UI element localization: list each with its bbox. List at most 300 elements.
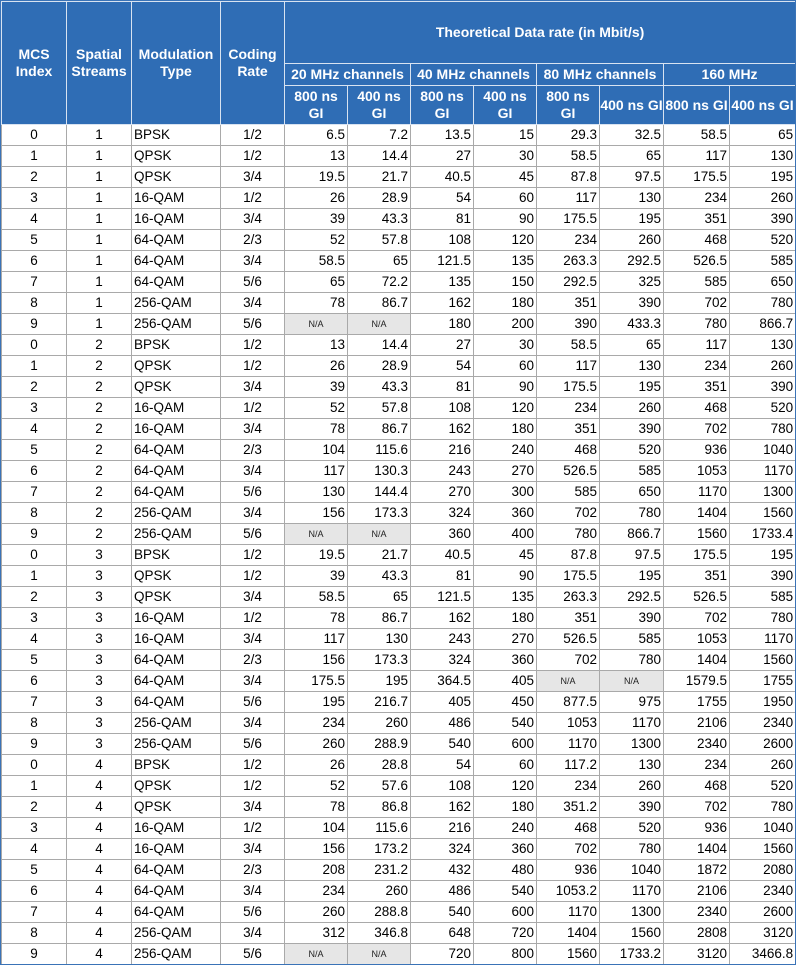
cell-40mhz-400ns: 405 bbox=[474, 671, 537, 692]
cell-mcs-index: 4 bbox=[2, 209, 67, 230]
cell-modulation-type: 16-QAM bbox=[132, 629, 221, 650]
cell-40mhz-400ns: 90 bbox=[474, 209, 537, 230]
cell-80mhz-800ns: 58.5 bbox=[537, 146, 600, 167]
cell-mcs-index: 7 bbox=[2, 272, 67, 293]
cell-40mhz-800ns: 486 bbox=[411, 713, 474, 734]
table-row bbox=[2, 356, 796, 377]
cell-80mhz-400ns: 433.3 bbox=[600, 314, 664, 335]
cell-modulation-type: 16-QAM bbox=[132, 818, 221, 839]
cell-160mhz-400ns: 1560 bbox=[730, 503, 796, 524]
cell-20mhz-400ns: 57.8 bbox=[348, 230, 411, 251]
cell-20mhz-800ns: 78 bbox=[285, 797, 348, 818]
cell-spatial-streams: 3 bbox=[67, 671, 132, 692]
cell-160mhz-400ns: 390 bbox=[730, 209, 796, 230]
cell-40mhz-400ns: 135 bbox=[474, 251, 537, 272]
cell-80mhz-800ns: 1404 bbox=[537, 923, 600, 944]
cell-80mhz-400ns: 1300 bbox=[600, 902, 664, 923]
cell-160mhz-800ns: 468 bbox=[664, 230, 730, 251]
cell-160mhz-800ns: 1404 bbox=[664, 503, 730, 524]
cell-modulation-type: BPSK bbox=[132, 545, 221, 566]
cell-spatial-streams: 1 bbox=[67, 272, 132, 293]
cell-mcs-index: 7 bbox=[2, 902, 67, 923]
cell-160mhz-800ns: 468 bbox=[664, 776, 730, 797]
cell-20mhz-400ns: 130.3 bbox=[348, 461, 411, 482]
cell-mcs-index: 3 bbox=[2, 608, 67, 629]
cell-40mhz-800ns: 432 bbox=[411, 860, 474, 881]
table-row bbox=[2, 860, 796, 881]
cell-20mhz-400ns: 43.3 bbox=[348, 377, 411, 398]
cell-mcs-index: 5 bbox=[2, 230, 67, 251]
cell-40mhz-800ns: 13.5 bbox=[411, 125, 474, 146]
table-row bbox=[2, 713, 796, 734]
cell-modulation-type: 64-QAM bbox=[132, 902, 221, 923]
cell-160mhz-400ns: 520 bbox=[730, 398, 796, 419]
cell-40mhz-800ns: 648 bbox=[411, 923, 474, 944]
cell-20mhz-400ns: 231.2 bbox=[348, 860, 411, 881]
cell-40mhz-800ns: 27 bbox=[411, 146, 474, 167]
cell-80mhz-400ns: N/A bbox=[600, 671, 664, 692]
cell-80mhz-400ns: 585 bbox=[600, 461, 664, 482]
cell-spatial-streams: 3 bbox=[67, 650, 132, 671]
cell-coding-rate: 1/2 bbox=[221, 335, 285, 356]
cell-coding-rate: 5/6 bbox=[221, 944, 285, 965]
cell-80mhz-800ns: 351 bbox=[537, 419, 600, 440]
cell-20mhz-400ns: 21.7 bbox=[348, 167, 411, 188]
cell-160mhz-400ns: 866.7 bbox=[730, 314, 796, 335]
cell-40mhz-400ns: 120 bbox=[474, 398, 537, 419]
cell-160mhz-400ns: 195 bbox=[730, 167, 796, 188]
cell-20mhz-400ns: 21.7 bbox=[348, 545, 411, 566]
cell-20mhz-800ns: N/A bbox=[285, 524, 348, 545]
cell-mcs-index: 4 bbox=[2, 629, 67, 650]
cell-coding-rate: 2/3 bbox=[221, 440, 285, 461]
cell-80mhz-800ns: 1170 bbox=[537, 734, 600, 755]
cell-20mhz-800ns: 156 bbox=[285, 503, 348, 524]
cell-160mhz-400ns: 780 bbox=[730, 293, 796, 314]
cell-160mhz-800ns: 1560 bbox=[664, 524, 730, 545]
cell-80mhz-400ns: 97.5 bbox=[600, 167, 664, 188]
table-row bbox=[2, 335, 796, 356]
cell-modulation-type: QPSK bbox=[132, 377, 221, 398]
cell-coding-rate: 1/2 bbox=[221, 125, 285, 146]
table-row bbox=[2, 146, 796, 167]
cell-40mhz-400ns: 300 bbox=[474, 482, 537, 503]
cell-80mhz-400ns: 130 bbox=[600, 755, 664, 776]
cell-20mhz-400ns: 173.3 bbox=[348, 503, 411, 524]
cell-160mhz-400ns: 2080 bbox=[730, 860, 796, 881]
cell-mcs-index: 3 bbox=[2, 188, 67, 209]
cell-80mhz-400ns: 520 bbox=[600, 440, 664, 461]
cell-80mhz-800ns: 351 bbox=[537, 608, 600, 629]
cell-modulation-type: BPSK bbox=[132, 335, 221, 356]
cell-modulation-type: 256-QAM bbox=[132, 524, 221, 545]
cell-20mhz-800ns: 104 bbox=[285, 818, 348, 839]
cell-40mhz-400ns: 30 bbox=[474, 146, 537, 167]
cell-mcs-index: 9 bbox=[2, 524, 67, 545]
cell-80mhz-800ns: 263.3 bbox=[537, 251, 600, 272]
cell-160mhz-800ns: 1872 bbox=[664, 860, 730, 881]
table-row bbox=[2, 524, 796, 545]
cell-160mhz-800ns: 936 bbox=[664, 440, 730, 461]
cell-80mhz-800ns: 175.5 bbox=[537, 209, 600, 230]
cell-80mhz-400ns: 1170 bbox=[600, 881, 664, 902]
cell-spatial-streams: 2 bbox=[67, 440, 132, 461]
cell-160mhz-800ns: 2340 bbox=[664, 734, 730, 755]
cell-spatial-streams: 2 bbox=[67, 482, 132, 503]
cell-40mhz-800ns: 162 bbox=[411, 419, 474, 440]
cell-mcs-index: 7 bbox=[2, 692, 67, 713]
cell-modulation-type: 64-QAM bbox=[132, 671, 221, 692]
cell-20mhz-800ns: 117 bbox=[285, 629, 348, 650]
cell-20mhz-800ns: 195 bbox=[285, 692, 348, 713]
cell-80mhz-400ns: 195 bbox=[600, 209, 664, 230]
cell-40mhz-400ns: 540 bbox=[474, 713, 537, 734]
cell-160mhz-400ns: 1170 bbox=[730, 461, 796, 482]
table-row bbox=[2, 650, 796, 671]
cell-80mhz-800ns: 468 bbox=[537, 818, 600, 839]
cell-40mhz-400ns: 135 bbox=[474, 587, 537, 608]
header-20mhz-800ns-gi: 800 ns GI bbox=[285, 86, 348, 125]
cell-spatial-streams: 3 bbox=[67, 608, 132, 629]
cell-40mhz-800ns: 108 bbox=[411, 776, 474, 797]
cell-80mhz-400ns: 390 bbox=[600, 293, 664, 314]
cell-mcs-index: 0 bbox=[2, 755, 67, 776]
cell-40mhz-800ns: 364.5 bbox=[411, 671, 474, 692]
cell-20mhz-400ns: 173.3 bbox=[348, 650, 411, 671]
cell-modulation-type: 256-QAM bbox=[132, 503, 221, 524]
cell-20mhz-400ns: N/A bbox=[348, 944, 411, 965]
table-row bbox=[2, 188, 796, 209]
cell-spatial-streams: 3 bbox=[67, 629, 132, 650]
cell-spatial-streams: 2 bbox=[67, 335, 132, 356]
cell-160mhz-400ns: 650 bbox=[730, 272, 796, 293]
cell-40mhz-400ns: 30 bbox=[474, 335, 537, 356]
cell-80mhz-800ns: 1053 bbox=[537, 713, 600, 734]
cell-40mhz-400ns: 45 bbox=[474, 545, 537, 566]
cell-coding-rate: 3/4 bbox=[221, 587, 285, 608]
cell-160mhz-800ns: 117 bbox=[664, 146, 730, 167]
cell-160mhz-800ns: 780 bbox=[664, 314, 730, 335]
cell-40mhz-400ns: 180 bbox=[474, 293, 537, 314]
cell-20mhz-800ns: 13 bbox=[285, 146, 348, 167]
cell-20mhz-800ns: 39 bbox=[285, 566, 348, 587]
cell-coding-rate: 3/4 bbox=[221, 461, 285, 482]
cell-coding-rate: 3/4 bbox=[221, 209, 285, 230]
cell-160mhz-400ns: 130 bbox=[730, 146, 796, 167]
table-row bbox=[2, 419, 796, 440]
cell-modulation-type: 256-QAM bbox=[132, 293, 221, 314]
cell-160mhz-800ns: 702 bbox=[664, 293, 730, 314]
cell-160mhz-400ns: 780 bbox=[730, 797, 796, 818]
cell-20mhz-400ns: 216.7 bbox=[348, 692, 411, 713]
cell-spatial-streams: 4 bbox=[67, 923, 132, 944]
cell-160mhz-800ns: 1170 bbox=[664, 482, 730, 503]
cell-40mhz-400ns: 720 bbox=[474, 923, 537, 944]
cell-40mhz-800ns: 121.5 bbox=[411, 587, 474, 608]
header-spatial-streams: Spatial Streams bbox=[67, 2, 132, 125]
cell-160mhz-800ns: 585 bbox=[664, 272, 730, 293]
cell-40mhz-800ns: 324 bbox=[411, 839, 474, 860]
cell-40mhz-400ns: 360 bbox=[474, 503, 537, 524]
cell-40mhz-400ns: 360 bbox=[474, 839, 537, 860]
cell-20mhz-400ns: 72.2 bbox=[348, 272, 411, 293]
cell-40mhz-800ns: 108 bbox=[411, 398, 474, 419]
cell-80mhz-400ns: 260 bbox=[600, 230, 664, 251]
cell-40mhz-400ns: 180 bbox=[474, 419, 537, 440]
cell-160mhz-400ns: 1755 bbox=[730, 671, 796, 692]
cell-80mhz-800ns: 526.5 bbox=[537, 629, 600, 650]
cell-160mhz-800ns: 2106 bbox=[664, 713, 730, 734]
cell-modulation-type: 256-QAM bbox=[132, 314, 221, 335]
cell-20mhz-800ns: 39 bbox=[285, 377, 348, 398]
cell-160mhz-800ns: 1579.5 bbox=[664, 671, 730, 692]
cell-40mhz-400ns: 400 bbox=[474, 524, 537, 545]
cell-coding-rate: 3/4 bbox=[221, 293, 285, 314]
table-row bbox=[2, 230, 796, 251]
cell-20mhz-800ns: 130 bbox=[285, 482, 348, 503]
cell-40mhz-400ns: 90 bbox=[474, 377, 537, 398]
table-row bbox=[2, 377, 796, 398]
cell-coding-rate: 5/6 bbox=[221, 692, 285, 713]
header-40mhz-800ns-gi: 800 ns GI bbox=[411, 86, 474, 125]
cell-20mhz-800ns: 26 bbox=[285, 356, 348, 377]
cell-spatial-streams: 2 bbox=[67, 524, 132, 545]
cell-spatial-streams: 1 bbox=[67, 188, 132, 209]
header-160mhz-400ns-gi: 400 ns GI bbox=[730, 86, 796, 125]
cell-160mhz-400ns: 780 bbox=[730, 608, 796, 629]
cell-coding-rate: 5/6 bbox=[221, 524, 285, 545]
cell-coding-rate: 3/4 bbox=[221, 839, 285, 860]
table-row bbox=[2, 167, 796, 188]
cell-mcs-index: 8 bbox=[2, 713, 67, 734]
cell-coding-rate: 3/4 bbox=[221, 797, 285, 818]
cell-80mhz-800ns: 29.3 bbox=[537, 125, 600, 146]
cell-20mhz-800ns: 260 bbox=[285, 734, 348, 755]
cell-80mhz-800ns: 58.5 bbox=[537, 335, 600, 356]
table-row bbox=[2, 251, 796, 272]
cell-40mhz-400ns: 200 bbox=[474, 314, 537, 335]
cell-coding-rate: 3/4 bbox=[221, 503, 285, 524]
cell-160mhz-800ns: 1053 bbox=[664, 461, 730, 482]
cell-mcs-index: 7 bbox=[2, 482, 67, 503]
cell-coding-rate: 5/6 bbox=[221, 272, 285, 293]
cell-20mhz-800ns: 6.5 bbox=[285, 125, 348, 146]
cell-spatial-streams: 4 bbox=[67, 839, 132, 860]
cell-80mhz-800ns: 175.5 bbox=[537, 377, 600, 398]
header-160mhz-800ns-gi: 800 ns GI bbox=[664, 86, 730, 125]
cell-mcs-index: 1 bbox=[2, 776, 67, 797]
cell-20mhz-800ns: 58.5 bbox=[285, 251, 348, 272]
cell-40mhz-800ns: 216 bbox=[411, 440, 474, 461]
cell-80mhz-800ns: 1053.2 bbox=[537, 881, 600, 902]
cell-160mhz-400ns: 130 bbox=[730, 335, 796, 356]
cell-160mhz-400ns: 780 bbox=[730, 419, 796, 440]
cell-40mhz-400ns: 180 bbox=[474, 797, 537, 818]
cell-40mhz-400ns: 15 bbox=[474, 125, 537, 146]
cell-20mhz-400ns: 86.7 bbox=[348, 293, 411, 314]
cell-modulation-type: BPSK bbox=[132, 755, 221, 776]
cell-160mhz-800ns: 351 bbox=[664, 209, 730, 230]
cell-40mhz-800ns: 162 bbox=[411, 797, 474, 818]
cell-mcs-index: 0 bbox=[2, 125, 67, 146]
cell-20mhz-800ns: 156 bbox=[285, 650, 348, 671]
table-row bbox=[2, 314, 796, 335]
cell-modulation-type: 64-QAM bbox=[132, 251, 221, 272]
cell-20mhz-800ns: N/A bbox=[285, 944, 348, 965]
cell-80mhz-400ns: 65 bbox=[600, 146, 664, 167]
cell-80mhz-400ns: 260 bbox=[600, 776, 664, 797]
cell-spatial-streams: 4 bbox=[67, 860, 132, 881]
cell-80mhz-800ns: 234 bbox=[537, 230, 600, 251]
cell-160mhz-400ns: 1950 bbox=[730, 692, 796, 713]
cell-40mhz-400ns: 600 bbox=[474, 734, 537, 755]
cell-80mhz-800ns: 1170 bbox=[537, 902, 600, 923]
cell-40mhz-400ns: 90 bbox=[474, 566, 537, 587]
cell-20mhz-400ns: 260 bbox=[348, 881, 411, 902]
cell-coding-rate: 1/2 bbox=[221, 566, 285, 587]
cell-40mhz-800ns: 243 bbox=[411, 461, 474, 482]
cell-40mhz-800ns: 216 bbox=[411, 818, 474, 839]
cell-40mhz-800ns: 81 bbox=[411, 209, 474, 230]
cell-40mhz-800ns: 108 bbox=[411, 230, 474, 251]
cell-160mhz-800ns: 58.5 bbox=[664, 125, 730, 146]
cell-modulation-type: QPSK bbox=[132, 776, 221, 797]
cell-160mhz-400ns: 390 bbox=[730, 377, 796, 398]
table-row bbox=[2, 440, 796, 461]
table-row bbox=[2, 776, 796, 797]
cell-80mhz-400ns: 32.5 bbox=[600, 125, 664, 146]
header-modulation-type: Modulation Type bbox=[132, 2, 221, 125]
header-80mhz-800ns-gi: 800 ns GI bbox=[537, 86, 600, 125]
cell-coding-rate: 1/2 bbox=[221, 356, 285, 377]
cell-80mhz-800ns: 87.8 bbox=[537, 167, 600, 188]
header-80mhz-400ns-gi: 400 ns GI bbox=[600, 86, 664, 125]
cell-modulation-type: 64-QAM bbox=[132, 482, 221, 503]
cell-40mhz-400ns: 480 bbox=[474, 860, 537, 881]
cell-160mhz-400ns: 2340 bbox=[730, 881, 796, 902]
cell-40mhz-400ns: 540 bbox=[474, 881, 537, 902]
cell-20mhz-800ns: 52 bbox=[285, 230, 348, 251]
cell-coding-rate: 1/2 bbox=[221, 608, 285, 629]
table-row bbox=[2, 482, 796, 503]
cell-20mhz-800ns: 78 bbox=[285, 293, 348, 314]
cell-spatial-streams: 1 bbox=[67, 293, 132, 314]
cell-80mhz-800ns: 175.5 bbox=[537, 566, 600, 587]
cell-80mhz-800ns: 702 bbox=[537, 650, 600, 671]
cell-modulation-type: 16-QAM bbox=[132, 398, 221, 419]
cell-coding-rate: 2/3 bbox=[221, 860, 285, 881]
cell-160mhz-800ns: 702 bbox=[664, 608, 730, 629]
cell-coding-rate: 3/4 bbox=[221, 713, 285, 734]
cell-modulation-type: QPSK bbox=[132, 797, 221, 818]
cell-160mhz-400ns: 260 bbox=[730, 755, 796, 776]
cell-80mhz-400ns: 195 bbox=[600, 377, 664, 398]
cell-80mhz-400ns: 520 bbox=[600, 818, 664, 839]
cell-modulation-type: 64-QAM bbox=[132, 230, 221, 251]
cell-20mhz-400ns: 195 bbox=[348, 671, 411, 692]
header-20mhz-400ns-gi: 400 ns GI bbox=[348, 86, 411, 125]
cell-160mhz-400ns: 1560 bbox=[730, 650, 796, 671]
cell-modulation-type: 256-QAM bbox=[132, 734, 221, 755]
cell-20mhz-800ns: 117 bbox=[285, 461, 348, 482]
table-row bbox=[2, 839, 796, 860]
cell-mcs-index: 6 bbox=[2, 881, 67, 902]
cell-160mhz-800ns: 702 bbox=[664, 419, 730, 440]
cell-coding-rate: 1/2 bbox=[221, 398, 285, 419]
cell-modulation-type: QPSK bbox=[132, 356, 221, 377]
cell-mcs-index: 3 bbox=[2, 398, 67, 419]
cell-160mhz-400ns: 1300 bbox=[730, 482, 796, 503]
cell-40mhz-400ns: 270 bbox=[474, 461, 537, 482]
cell-80mhz-400ns: 390 bbox=[600, 797, 664, 818]
cell-80mhz-800ns: 390 bbox=[537, 314, 600, 335]
cell-20mhz-800ns: 234 bbox=[285, 713, 348, 734]
cell-mcs-index: 1 bbox=[2, 566, 67, 587]
cell-mcs-index: 3 bbox=[2, 818, 67, 839]
cell-modulation-type: 16-QAM bbox=[132, 188, 221, 209]
cell-20mhz-800ns: 19.5 bbox=[285, 545, 348, 566]
cell-160mhz-800ns: 2106 bbox=[664, 881, 730, 902]
cell-160mhz-400ns: 1733.4 bbox=[730, 524, 796, 545]
cell-160mhz-400ns: 2600 bbox=[730, 902, 796, 923]
cell-coding-rate: 3/4 bbox=[221, 881, 285, 902]
cell-80mhz-400ns: 1170 bbox=[600, 713, 664, 734]
cell-modulation-type: 64-QAM bbox=[132, 881, 221, 902]
cell-20mhz-800ns: 156 bbox=[285, 839, 348, 860]
cell-160mhz-400ns: 260 bbox=[730, 188, 796, 209]
cell-20mhz-400ns: 144.4 bbox=[348, 482, 411, 503]
cell-spatial-streams: 1 bbox=[67, 230, 132, 251]
cell-20mhz-400ns: 346.8 bbox=[348, 923, 411, 944]
cell-spatial-streams: 3 bbox=[67, 713, 132, 734]
cell-160mhz-800ns: 1404 bbox=[664, 650, 730, 671]
cell-160mhz-400ns: 3466.8 bbox=[730, 944, 796, 965]
cell-20mhz-800ns: 208 bbox=[285, 860, 348, 881]
cell-modulation-type: 64-QAM bbox=[132, 692, 221, 713]
cell-40mhz-400ns: 60 bbox=[474, 755, 537, 776]
cell-40mhz-800ns: 54 bbox=[411, 755, 474, 776]
cell-spatial-streams: 3 bbox=[67, 566, 132, 587]
header-80mhz: 80 MHz channels bbox=[537, 64, 664, 86]
cell-80mhz-800ns: 585 bbox=[537, 482, 600, 503]
cell-modulation-type: 16-QAM bbox=[132, 608, 221, 629]
cell-20mhz-400ns: 288.9 bbox=[348, 734, 411, 755]
cell-80mhz-400ns: 292.5 bbox=[600, 587, 664, 608]
cell-80mhz-800ns: 702 bbox=[537, 503, 600, 524]
cell-160mhz-400ns: 1170 bbox=[730, 629, 796, 650]
table-row bbox=[2, 566, 796, 587]
cell-modulation-type: QPSK bbox=[132, 566, 221, 587]
cell-spatial-streams: 4 bbox=[67, 902, 132, 923]
cell-20mhz-400ns: 65 bbox=[348, 251, 411, 272]
header-mcs-index: MCS Index bbox=[2, 2, 67, 125]
cell-20mhz-400ns: 57.6 bbox=[348, 776, 411, 797]
cell-modulation-type: QPSK bbox=[132, 587, 221, 608]
cell-80mhz-800ns: 292.5 bbox=[537, 272, 600, 293]
cell-mcs-index: 2 bbox=[2, 377, 67, 398]
cell-80mhz-800ns: 351 bbox=[537, 293, 600, 314]
cell-spatial-streams: 4 bbox=[67, 797, 132, 818]
cell-160mhz-800ns: 351 bbox=[664, 377, 730, 398]
cell-mcs-index: 6 bbox=[2, 251, 67, 272]
cell-40mhz-400ns: 600 bbox=[474, 902, 537, 923]
cell-160mhz-400ns: 3120 bbox=[730, 923, 796, 944]
cell-40mhz-800ns: 540 bbox=[411, 902, 474, 923]
cell-40mhz-400ns: 45 bbox=[474, 167, 537, 188]
table-body bbox=[2, 125, 796, 965]
cell-20mhz-800ns: 58.5 bbox=[285, 587, 348, 608]
cell-40mhz-800ns: 360 bbox=[411, 524, 474, 545]
